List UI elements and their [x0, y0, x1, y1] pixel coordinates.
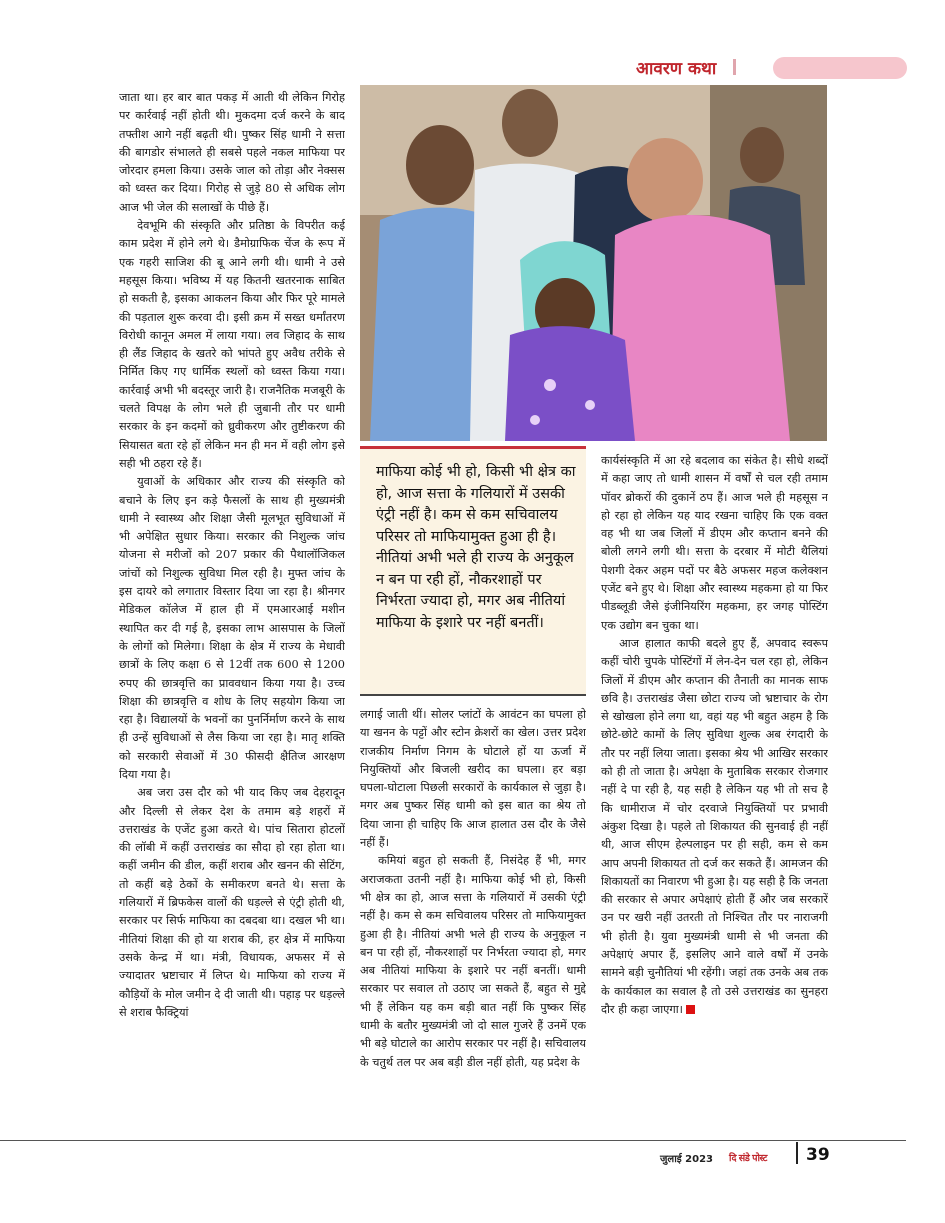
- paragraph: देवभूमि की संस्कृति और प्रतिष्ठा के विपरीत कई काम प्रदेश में होने लगे थे। डैमोग्राफिक चेंज के रूप में एक गहरी साजिश की बू आने लगी थी। धामी ने उसे महसूस किया। भविष्य में यह कितनी खतरनाक साबित हो सकती है, इसका आकलन किया और फिर पूरे मामले की पड़ताल शुरू करवा दी। इसी क्रम में सख्त धर्मांतरण विरोधी कानून अमल में लाया गया। लव जिहाद के साथ ही लैंड जिहाद के खतरे को भांपते हुए अवैध तरीके से निर्मित किए गए धार्मिक स्थलों को ध्वस्त किया गया। कार्रवाई अभी भी बदस्तूर जारी है। राजनैतिक मजबूरी के चलते विपक्ष के लोग भले ही जुबानी तौर पर धामी सरकार के इन कदमों को ध्रुवीकरण और तुष्टीकरण की सियासत बता रहे हों लेकिन मन ही मन में वही लोग इसे सही भी ठहरा रहे हैं।: [119, 219, 345, 470]
- section-tag: आवरण कथा: [636, 59, 717, 79]
- section-divider: [733, 59, 736, 75]
- paragraph: कमियां बहुत हो सकती हैं, निसंदेह हैं भी, मगर अराजकता उतनी नहीं है। माफिया कोई भी हो, किसी भी क्षेत्र का हो, आज सत्ता के गलियारों में उसकी एंट्री नहीं है। कम से कम सचिवालय परिसर तो माफियामुक्त हुआ ही है। नीतियां अभी भले ही राज्य के अनुकूल न बन पा रही हों, नौकरशाहों पर निर्भरता ज्यादा हो, मगर अब नीतियां माफिया के इशारे पर नहीं बनतीं। धामी सरकार पर सवाल तो उठाए जा सकते हैं, बहुत से मुद्दे भी हैं लेकिन यह कम बड़ी बात नहीं कि पुष्कर सिंह धामी के बतौर मुख्यमंत्री जो दो साल गुजरे हैं उनमें एक भी बड़े घोटाले का आरोप सरकार पर नहीं है। सचिवालय के चतुर्थ तल पर अब बड़ी डील नहीं होती, यह प्रदेश के: [360, 854, 586, 1069]
- article-column-1: [119, 89, 345, 1129]
- pull-quote: [360, 446, 586, 696]
- footer-issue-date: जुलाई 2023: [660, 1154, 714, 1165]
- paragraph: कार्यसंस्कृति में आ रहे बदलाव का संकेत है। सीधे शब्दों में कहा जाए तो धामी शासन में वर्षों से चल रही तमाम पॉवर ब्रोकरों की दुकानें ठप हैं। आज भले ही महसूस न हो रहा हो लेकिन यह याद रखना चाहिए कि एक वक्त वह भी था जब जिलों में डीएम और कप्तान बनने की बोली लगने लगी थी। सत्ता के दरबार में मोटी थैलियां पेशगी देकर अहम पदों पर बैठे अफसर महज कलेक्शन एजेंट बने हुए थे। शिक्षा और स्वास्थ्य महकमा हो या फिर पीडब्लूडी जैसे इंजीनियरिंग महकमा, हर जगह पोस्टिंग एक उद्योग बन चुका था।: [601, 454, 828, 632]
- paragraph: लगाई जाती थीं। सोलर प्लांटों के आवंटन का घपला हो या खनन के पट्टों और स्टोन क्रेशरों का खेल। उत्तर प्रदेश राजकीय निर्माण निगम के घोटाले हों या ऊर्जा में नियुक्तियों और बिजली खरीद का घपला। हर बड़ा घपला-घोटाला पिछली सरकारों के कार्यकाल से जुड़ा है। मगर अब पुष्कर सिंह धामी को इस बात का श्रेय तो दिया जाना ही चाहिए कि आज हालात उस दौर के जैसे नहीं हैं।: [360, 708, 586, 850]
- article-column-3: [601, 452, 828, 1124]
- article-photo: [360, 85, 827, 441]
- article-column-2: [360, 706, 586, 1126]
- footer-separator: [796, 1142, 798, 1164]
- section-decor-pill: [773, 57, 907, 79]
- footer-rule: [0, 1140, 906, 1141]
- paragraph: [601, 635, 828, 1019]
- paragraph: जाता था। हर बार बात पकड़ में आती थी लेकिन गिरोह पर कार्रवाई नहीं होती थी। मुकदमा दर्ज करने के बाद तफ्तीश आगे नहीं बढ़ती थी। पुष्कर सिंह धामी ने सत्ता की बागडोर संभालते ही सबसे पहले नकल माफिया पर जोरदार हमला किया। उसके जाल को तोड़ा और नेक्सस को ध्वस्त कर दिया। गिरोह से जुड़े 80 से अधिक लोग आज भी जेल की सलाखों के पीछे हैं।: [119, 91, 345, 214]
- paragraph-text: आज हालात काफी बदले हुए हैं, अपवाद स्वरूप कहीं चोरी चुपके पोस्टिंगों में लेन-देन चल रहा हो, लेकिन जिलों में डीएम और कप्तान की तैनाती का मानक साफ छवि है। उत्तराखंड जैसा छोटा राज्य जो भ्रष्टाचार के रोग से खोखला होने लगा था, वहां यह भी बहुत अहम है कि छोटे-छोटे कामों के लिए सुविधा शुल्क अब रंगदारी के तौर पर नहीं लिया जाता। इसका श्रेय भी आखिर सरकार को ही तो जाता है। अपेक्षा के मुताबिक सरकार रोजगार नहीं दे पा रही है, यह सही है लेकिन यह भी तो सच है कि धामीराज में चोर दरवाजे नियुक्तियों पर प्रभावी अंकुश दिखा है। पहले तो शिकायत की सुनवाई ही नहीं थी, आज सीएम हेल्पलाइन पर ही सही, कम से कम आप अपनी शिकायत तो दर्ज कर सकते हैं। आमजन की शिकायतों का निवारण भी हुआ है। यह सही है कि जनता की सरकार से अपार अपेक्षाएं होती हैं और जब सरकारें उन पर खरी नहीं उतरती तो निश्चित तौर पर नाराजगी भी होती है। युवा मुख्यमंत्री धामी से भी जनता की अपेक्षाएं अपार हैं, इसलिए आने वाले वर्षों में उनके सामने बड़ी चुनौतियां भी रहेंगी। जहां तक उनके अब तक के कार्यकाल का सवाल है तो उसे उत्तराखंड का सुनहरा दौर ही कहा जाएगा।: [601, 636, 828, 1016]
- end-mark-icon: [686, 1005, 695, 1014]
- page-number: 39: [806, 1145, 830, 1165]
- magazine-logo: दि संडे पोस्ट: [729, 1153, 767, 1164]
- paragraph: अब जरा उस दौर को भी याद किए जब देहरादून और दिल्ली से लेकर देश के तमाम बड़े शहरों में उत्तराखंड के एजेंट हुआ करते थे। पांच सितारा होटलों की लॉबी में कहीं उत्तराखंड का सौदा हो रहा होता था। कहीं जमीन की डील, कहीं शराब और खनन की सेटिंग, तो कहीं बड़े ठेकों के समीकरण बनते थे। सत्ता के गलियारों में ब्रिफकेस वालों की धड़ल्ले से एंट्री होती थी, सरकार पर सिर्फ माफिया का दबदबा था। दखल भी था। नीतियां शिक्षा की हो या शराब की, हर क्षेत्र में माफिया उसके केन्द्र में था। मंत्री, विधायक, अफसर में से ज्यादातर भ्रष्टाचार में लिप्त थे। माफिया को राज्य में कौड़ियों के मोल जमीन दे दी जाती थी। पहाड़ पर धड़ल्ले से शराब फैक्ट्रियां: [119, 786, 345, 1019]
- paragraph: युवाओं के अधिकार और राज्य की संस्कृति को बचाने के लिए इन कड़े फैसलों के साथ ही मुख्यमंत्री धामी ने स्वास्थ्य और शिक्षा जैसी मूलभूत सुविधाओं में भी अपेक्षित सुधार किया। सरकार की निशुल्क जांच योजना से मरीजों को 207 प्रकार की पैथालॉजिकल जांचों को निशुल्क सुविधा मिल रही है। मुफ्त जांच के इस दायरे को लगातार विस्तार दिया जा रहा है। श्रीनगर मेडिकल कॉलेज में हाल ही में एमआरआई मशीन स्थापित कर दी गई है, इसका लाभ आसपास के जिलों के लोगों को मिलेगा। शिक्षा के क्षेत्र में राज्य के मेधावी छात्रों के लिए कक्षा 6 से 12वीं तक 600 से 1200 रुपए की छात्रवृत्ति का प्राववधान किया गया है। उच्च शिक्षा की छात्रवृत्ति व शोध के लिए सहयोग किया जा रहा है। विद्यालयों के भवनों का पुनर्निर्माण करने के साथ ही उन्हें सुविधाओं से लैस किया जा रहा है। मातृ शक्ति को सरकारी सेवाओं में 30 फीसदी क्षैतिज आरक्षण दिया गया है।: [119, 475, 345, 781]
- photo-illustration: [360, 85, 827, 441]
- pull-quote-text: माफिया कोई भी हो, किसी भी क्षेत्र का हो, आज सत्ता के गलियारों में उसकी एंट्री नहीं है। कम से कम सचिवालय परिसर तो माफियामुक्त हुआ ही है। नीतियां अभी भले ही राज्य के अनुकूल न बन पा रही हों, नौकरशाहों पर निर्भरता ज्यादा हो, मगर अब नीतियां माफिया के इशारे पर नहीं बनतीं।: [376, 464, 576, 631]
